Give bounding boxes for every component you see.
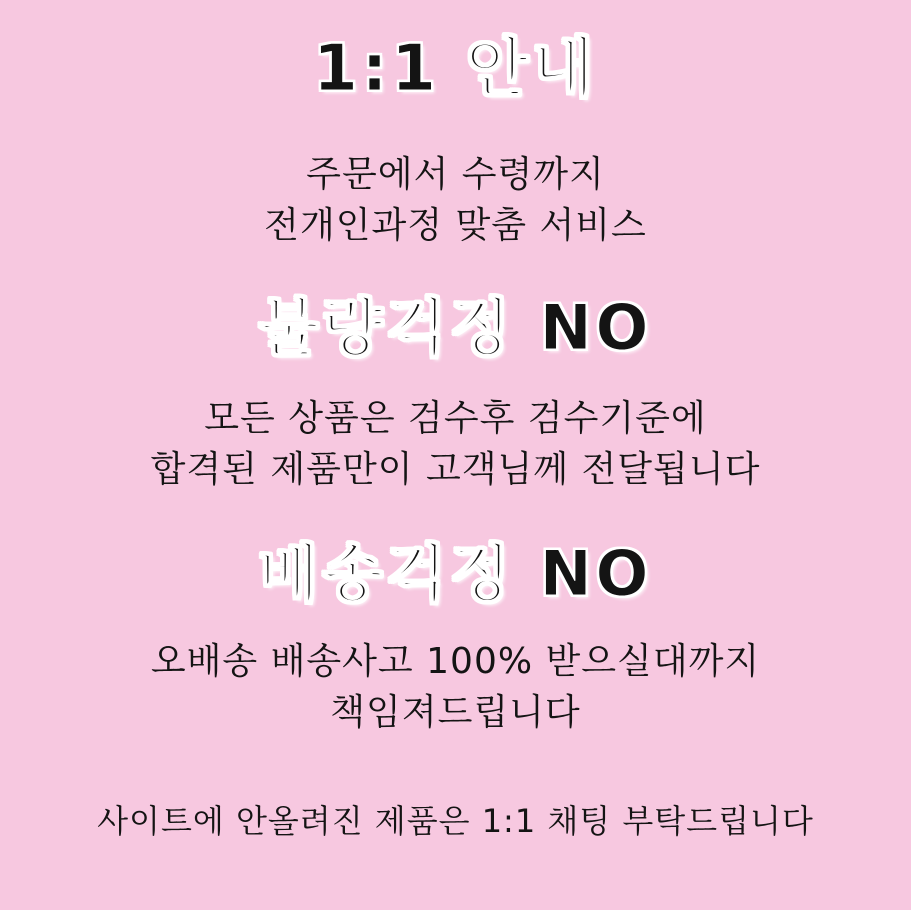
quality-line-1: 모든 상품은 검수후 검수기준에 bbox=[204, 397, 707, 439]
page-title: 1:1 안내 bbox=[313, 32, 598, 106]
intro-line-2: 전개인과정 맞춤 서비스 bbox=[264, 205, 647, 247]
quality-block bbox=[151, 393, 761, 495]
footer-note: 사이트에 안올려진 제품은 1:1 채팅 부탁드립니다 bbox=[97, 802, 814, 841]
delivery-line-1: 오배송 배송사고 100% 받으실대까지 bbox=[150, 640, 761, 682]
quality-line-2: 합격된 제품만이 고객님께 전달됩니다 bbox=[150, 448, 761, 490]
delivery-line-2: 책임져드립니다 bbox=[330, 691, 581, 733]
intro-line-1: 주문에서 수령까지 bbox=[306, 154, 605, 196]
delivery-block bbox=[151, 636, 760, 738]
quality-heading: 불량걱정 NO bbox=[258, 291, 653, 365]
intro-block bbox=[264, 149, 647, 251]
delivery-heading: 배송걱정 NO bbox=[258, 536, 653, 610]
